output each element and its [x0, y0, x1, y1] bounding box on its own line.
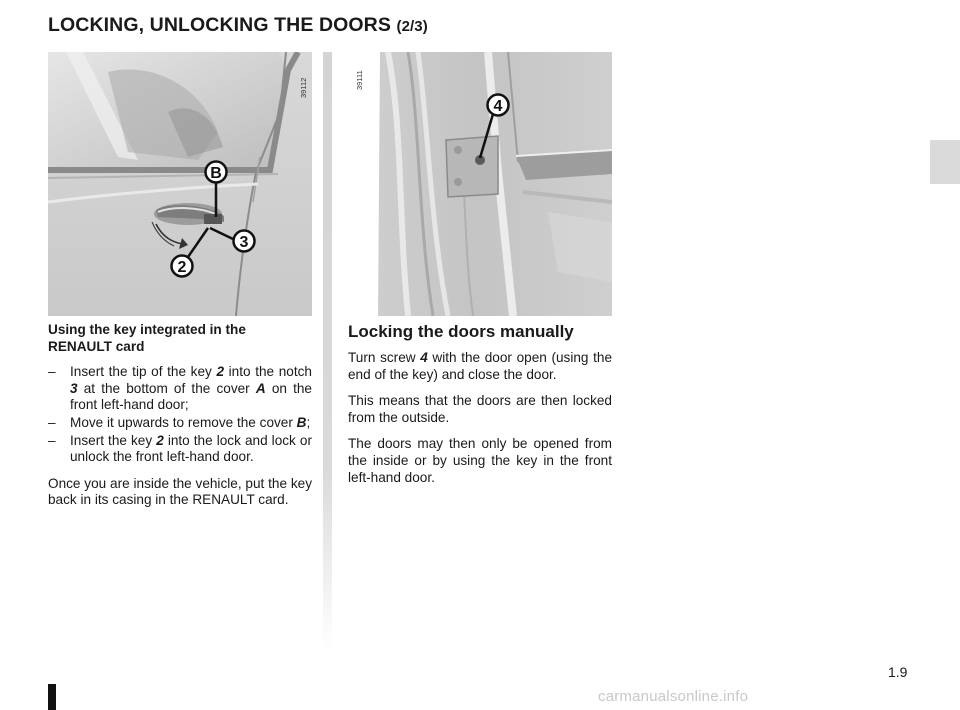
door-lock-illustration [348, 52, 612, 316]
door-lock-drawing [348, 52, 612, 316]
list-item: – Insert the key 2 into the lock and lock or unlock the front left-hand door. [48, 432, 312, 465]
figure-code-left: 39112 [299, 77, 308, 98]
section-tab [930, 140, 960, 184]
list-item: – Insert the tip of the key 2 into the notch 3 at the bottom of the cover A on the front left-hand door; [48, 364, 312, 413]
note-paragraph: Once you are inside the vehicle, put the key back in its casing in the RENAULT card. [48, 475, 312, 508]
right-column [348, 322, 612, 486]
figure-code-right: 39111 [355, 70, 364, 90]
paragraph: Turn screw 4 with the door open (using the end of the key) and close the door. [348, 350, 613, 382]
section-heading: Locking the doors manually [348, 322, 574, 341]
callout-b: B [210, 165, 222, 182]
paragraph: The doors may then only be opened from the inside or by using the key in the front left-hand door. [348, 436, 612, 485]
column-divider [323, 52, 332, 650]
page-number: 1.9 [888, 664, 908, 680]
page-title [48, 14, 428, 37]
corner-mark [48, 684, 56, 710]
callout-4: 4 [493, 98, 503, 115]
paragraph: This means that the doors are then locked from the outside. [348, 393, 612, 425]
section-heading: Using the key integrated in the RENAULT card [48, 322, 246, 354]
callout-3: 3 [239, 234, 249, 251]
left-column [48, 322, 312, 509]
door-handle-drawing [48, 52, 312, 316]
watermark: carmanualsonline.info [598, 688, 749, 705]
instruction-list [48, 364, 312, 466]
list-item: – Move it upwards to remove the cover B; [48, 414, 311, 430]
door-handle-illustration [48, 52, 312, 316]
callout-2: 2 [177, 259, 187, 276]
page-title-part: (2/3) [396, 18, 428, 35]
page-title-text: LOCKING, UNLOCKING THE DOORS [48, 14, 391, 36]
